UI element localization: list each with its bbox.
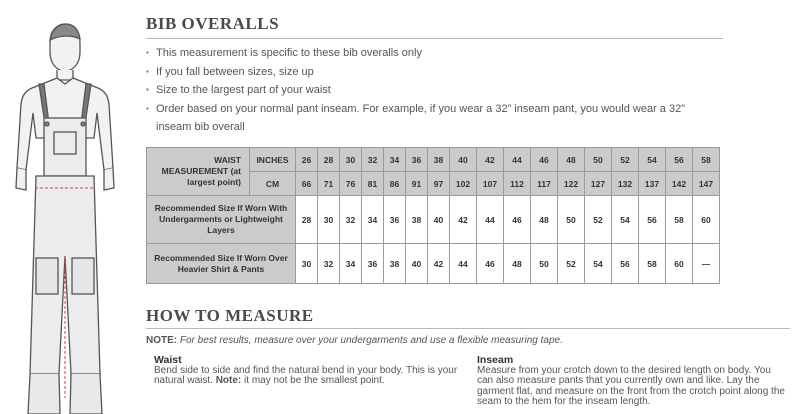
- size-cell: —: [693, 244, 720, 284]
- note-label: NOTE:: [146, 335, 178, 346]
- inseam-heading: Inseam: [477, 354, 514, 366]
- size-cell: 40: [406, 244, 428, 284]
- size-cell: 54: [585, 244, 612, 284]
- cm-cell: 142: [666, 172, 693, 196]
- cm-cell: 66: [296, 172, 318, 196]
- cm-cell: 132: [612, 172, 639, 196]
- bib-overall-figure: [0, 18, 120, 414]
- measure-note: [146, 335, 563, 346]
- size-cell: 40: [428, 196, 450, 244]
- size-cell: 36: [384, 196, 406, 244]
- waist-measurement-label: WAIST MEASUREMENT (at largest point): [147, 148, 250, 196]
- inches-cell: 30: [340, 148, 362, 172]
- size-cell: 32: [318, 244, 340, 284]
- table-row: [147, 148, 720, 172]
- size-cell: 56: [639, 196, 666, 244]
- cm-cell: 127: [585, 172, 612, 196]
- cm-cell: 76: [340, 172, 362, 196]
- inches-cell: 34: [384, 148, 406, 172]
- size-cell: 46: [504, 196, 531, 244]
- size-cell: 54: [612, 196, 639, 244]
- title-divider: [146, 38, 723, 39]
- waist-text-part: it may not be the smallest point.: [241, 375, 385, 386]
- inches-cell: 56: [666, 148, 693, 172]
- cm-cell: 112: [504, 172, 531, 196]
- size-cell: 56: [612, 244, 639, 284]
- inches-cell: 46: [531, 148, 558, 172]
- list-item: ▪ Size to the largest part of your waist: [146, 81, 726, 100]
- size-cell: 48: [531, 196, 558, 244]
- list-item: ▪ Order based on your normal pant inseam. For example, if you wear a 32” inseam pant, you would wear a 32” inseam bib overall: [146, 100, 716, 137]
- inches-cell: 42: [477, 148, 504, 172]
- cm-cell: 107: [477, 172, 504, 196]
- size-cell: 30: [318, 196, 340, 244]
- waist-note-label: Note:: [215, 375, 242, 386]
- list-item: ▪ This measurement is specific to these bib overalls only: [146, 44, 726, 63]
- inches-cell: 50: [585, 148, 612, 172]
- size-cell: 28: [296, 196, 318, 244]
- inches-cell: 26: [296, 148, 318, 172]
- how-to-measure-title: HOW TO MEASURE: [146, 306, 314, 325]
- inches-label: INCHES: [250, 148, 296, 172]
- cm-cell: 91: [406, 172, 428, 196]
- page-title: BIB OVERALLS: [146, 14, 280, 33]
- inseam-text: Measure from your crotch down to the desired length on body. You can also measure pants that you currently own and like. Lay the garment flat, and measure on the front from the crotch point along the seam to the hem for the inseam length.: [477, 364, 785, 407]
- size-cell: 34: [362, 196, 384, 244]
- inches-cell: 40: [450, 148, 477, 172]
- size-cell: 36: [362, 244, 384, 284]
- size-cell: 44: [477, 196, 504, 244]
- cm-cell: 122: [558, 172, 585, 196]
- waist-text-part: Bend side to side and find the natural bend in your body. This is your natural waist.: [154, 364, 458, 386]
- size-cell: 48: [504, 244, 531, 284]
- size-cell: 32: [340, 196, 362, 244]
- size-cell: 38: [384, 244, 406, 284]
- recommended-light-label: Recommended Size If Worn With Undergarments or Lightweight Layers: [147, 196, 296, 244]
- inches-cell: 44: [504, 148, 531, 172]
- recommended-heavy-label: Recommended Size If Worn Over Heavier Shirt & Pants: [147, 244, 296, 284]
- size-cell: 58: [666, 196, 693, 244]
- size-cell: 42: [428, 244, 450, 284]
- cm-cell: 117: [531, 172, 558, 196]
- size-cell: 30: [296, 244, 318, 284]
- table-row: [147, 196, 720, 244]
- cm-cell: 81: [362, 172, 384, 196]
- inches-cell: 52: [612, 148, 639, 172]
- size-cell: 42: [450, 196, 477, 244]
- inches-cell: 58: [693, 148, 720, 172]
- table-row: [147, 244, 720, 284]
- cm-cell: 86: [384, 172, 406, 196]
- cm-cell: 147: [693, 172, 720, 196]
- cm-cell: 71: [318, 172, 340, 196]
- size-chart-table: [146, 147, 720, 284]
- waist-text: [154, 366, 459, 387]
- note-text: For best results, measure over your undergarments and use a flexible measuring tape.: [177, 335, 563, 346]
- cm-cell: 97: [428, 172, 450, 196]
- inches-cell: 36: [406, 148, 428, 172]
- waist-instructions: [154, 355, 459, 387]
- size-cell: 44: [450, 244, 477, 284]
- inseam-instructions: [477, 355, 787, 408]
- how-to-divider: [146, 328, 790, 329]
- size-cell: 34: [340, 244, 362, 284]
- size-cell: 46: [477, 244, 504, 284]
- inches-cell: 32: [362, 148, 384, 172]
- person-head-icon: [50, 24, 80, 80]
- cm-cell: 137: [639, 172, 666, 196]
- list-item: ▪ If you fall between sizes, size up: [146, 63, 726, 82]
- waist-heading: Waist: [154, 354, 182, 366]
- inches-cell: 48: [558, 148, 585, 172]
- sizing-tips-list: [146, 44, 726, 137]
- inches-cell: 38: [428, 148, 450, 172]
- cm-cell: 102: [450, 172, 477, 196]
- inches-cell: 28: [318, 148, 340, 172]
- size-cell: 38: [406, 196, 428, 244]
- size-cell: 60: [693, 196, 720, 244]
- size-cell: 50: [558, 196, 585, 244]
- size-cell: 50: [531, 244, 558, 284]
- cm-label: CM: [250, 172, 296, 196]
- size-cell: 52: [585, 196, 612, 244]
- inches-cell: 54: [639, 148, 666, 172]
- size-cell: 52: [558, 244, 585, 284]
- size-cell: 60: [666, 244, 693, 284]
- size-cell: 58: [639, 244, 666, 284]
